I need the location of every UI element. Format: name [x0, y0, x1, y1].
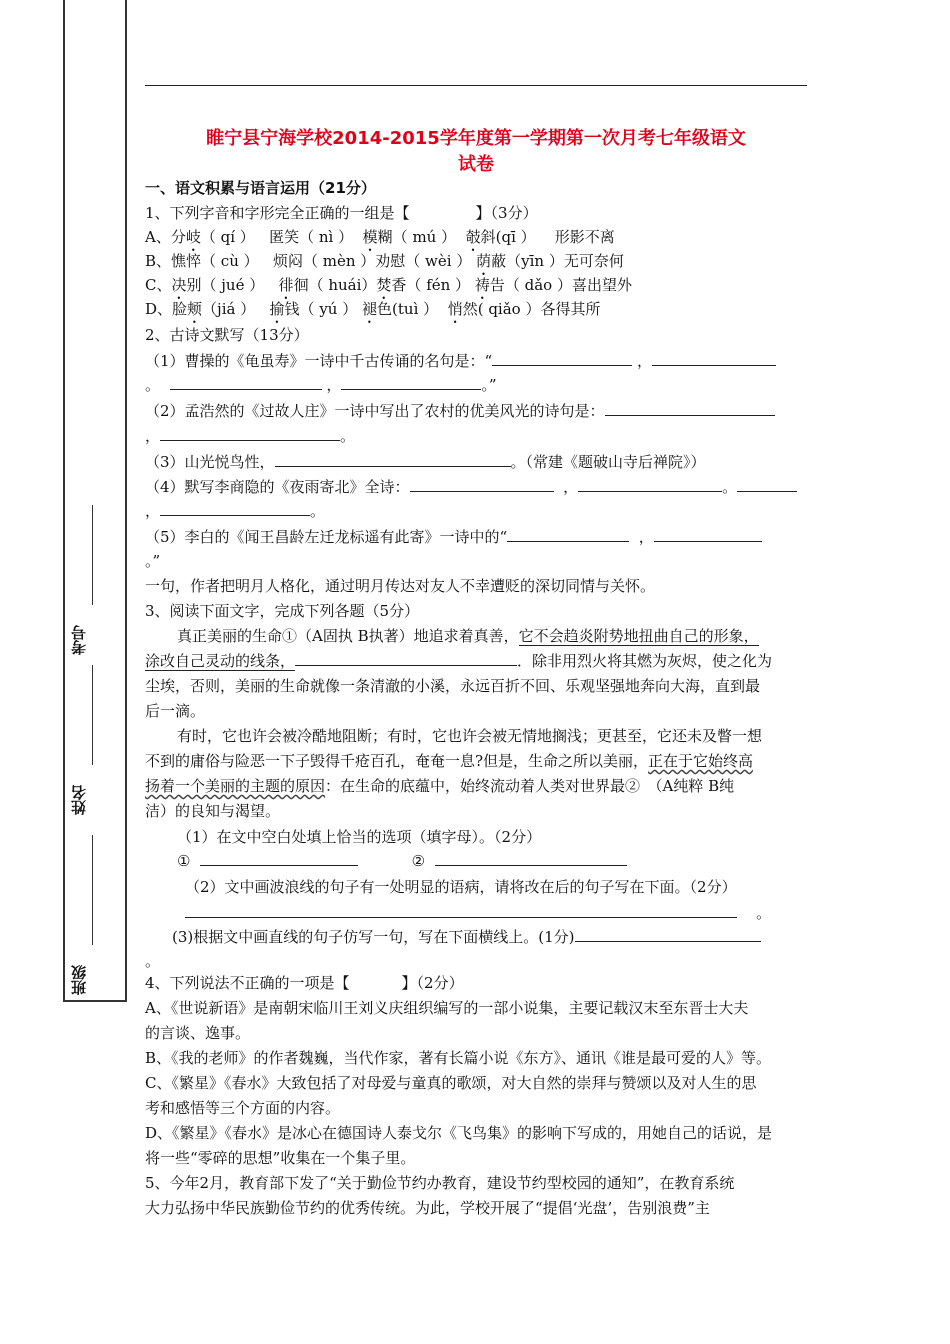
question-5-line: 大力弘扬中华民族勤俭节约的优秀传统。为此，学校开展了“提倡‘光盘’，告别浪费”主: [145, 1199, 710, 1217]
option-4b: B、《我的老师》的作者魏巍，当代作家，著有长篇小说《东方》、通讯《谁是最可爱的人》等。: [145, 1049, 772, 1067]
answer-blank[interactable]: [200, 851, 358, 866]
option-4d-cont: 将一些“零碎的思想”收集在一个集子里。: [145, 1149, 416, 1167]
class-label: 班级: [70, 965, 88, 995]
passage-line: 洁）的良知与渴望。: [145, 802, 281, 820]
sub-question-1-answers: ① ②: [177, 850, 627, 872]
question-2-2: （2）孟浩然的《过故人庄》一诗中写出了农村的优美风光的诗句是：: [145, 400, 775, 422]
answer-blank[interactable]: [160, 501, 310, 516]
option-4d: D、《繁星》《春水》是冰心在德国诗人泰戈尔《飞鸟集》的影响下写成的，用她自己的话说，是: [145, 1124, 773, 1142]
question-2-2-cont: ， 。: [145, 427, 356, 445]
answer-blank[interactable]: [435, 851, 627, 866]
answer-blank[interactable]: [185, 903, 737, 918]
sub-question-1: （1）在文中空白处填上恰当的选项（填字母）。（2分）: [177, 828, 542, 846]
question-3-stem: 3、阅读下面文字，完成下列各题（5分）: [145, 602, 420, 620]
answer-blank[interactable]: [507, 527, 629, 542]
passage-line: 不到的庸俗与险恶一下子毁得千疮百孔，奄奄一息?但是，生命之所以美丽，正在于它始终高: [145, 752, 754, 770]
name-label: 姓名: [70, 785, 88, 815]
question-1-stem: 1、下列字音和字形完全正确的一组是【 】（3分）: [145, 204, 538, 222]
answer-blank[interactable]: [654, 527, 762, 542]
passage-line: 真正美丽的生命①（A固执 B执著）地追求着真善，它不会趋炎附势地扭曲自己的形象，: [177, 627, 759, 645]
question-2-5-cont: 。”: [145, 552, 161, 570]
name-blank: [92, 665, 93, 765]
option-1b: B、憔悴（ cù ） 烦闷（ mèn ）劝慰（ wèi ） 荫蔽（yīn ）无可奈何: [145, 252, 624, 270]
option-4a: A、《世说新语》是南朝宋临川王刘义庆组织编写的一部小说集，主要记载汉末至东晋士大夫: [145, 999, 749, 1017]
question-5-line: 5、今年2月，教育部下发了“关于勤俭节约办教育，建设节约型校园的通知”，在教育系统: [145, 1174, 735, 1192]
option-1c: C、决别（ jué ） 徘徊（ huái）焚香（ fén ） 祷告（ dǎo ）喜出望外: [145, 276, 632, 294]
passage-line: 扬着一个美丽的主题的原因：在生命的底蕴中，始终流动着人类对世界最② （A纯粹 B纯: [145, 777, 735, 795]
question-4-stem: 4、下列说法不正确的一项是【 】（2分）: [145, 974, 464, 992]
question-2-stem: 2、古诗文默写（13分）: [145, 326, 309, 344]
option-4a-cont: 的言谈、逸事。: [145, 1024, 251, 1042]
class-blank: [92, 835, 93, 945]
answer-blank[interactable]: [170, 375, 322, 390]
binding-margin: [63, 0, 127, 1002]
option-1a: A、分岐（ qí ） 匿笑（ nì ） 模糊（ mú ） 攲斜(qī ） 形影不离: [145, 228, 615, 246]
question-2-5: （5）李白的《闻王昌龄左迁龙标遥有此寄》一诗中的“ ，: [145, 526, 762, 548]
question-2-1-cont: 。 ， 。”: [145, 376, 497, 394]
section-heading: 一、语文积累与语言运用（21分）: [145, 179, 376, 197]
passage-line: 尘埃，否则，美丽的生命就像一条清澈的小溪，永远百折不回、乐观坚强地奔向大海，直到最: [145, 677, 761, 695]
question-2-5-note: 一句，作者把明月人格化，通过明月传达对友人不幸遭贬的深切同情与关怀。: [145, 577, 656, 595]
passage-blank[interactable]: [295, 651, 517, 666]
answer-blank[interactable]: [410, 477, 554, 492]
sub-question-2-answer: 。: [185, 902, 771, 924]
answer-blank[interactable]: [578, 477, 722, 492]
passage-line: 后一滴。: [145, 702, 206, 720]
exam-title-line2: 试卷: [458, 154, 494, 175]
passage-line: 有时，它也许会被冷酷地阻断；有时，它也许会被无情地搁浅；更甚至，它还未及瞥一想: [177, 727, 763, 745]
answer-blank[interactable]: [737, 477, 797, 492]
exam-number-blank: [92, 505, 93, 605]
answer-blank[interactable]: [275, 452, 511, 467]
sub-question-3-end: 。: [145, 952, 161, 970]
question-2-4-cont: ， 。: [145, 502, 326, 520]
answer-blank[interactable]: [575, 927, 761, 942]
sub-question-2: （2）文中画波浪线的句子有一处明显的语病，请将改在后的句子写在下面。（2分）: [185, 878, 737, 896]
answer-blank[interactable]: [341, 375, 481, 390]
exam-title: 睢宁县宁海学校2014-2015学年度第一学期第一次月考七年级语文: [206, 128, 746, 149]
question-2-3: （3）山光悦鸟性， 。（常建《题破山寺后禅院》）: [145, 453, 706, 471]
answer-blank[interactable]: [652, 351, 776, 366]
passage-line: 涂改自己灵动的线条， ．除非用烈火将其燃为灰烬，使之化为: [145, 652, 773, 670]
question-2-4: （4）默写李商隐的《夜雨寄北》全诗： ， 。: [145, 476, 797, 498]
sub-question-3: (3)根据文中画直线的句子仿写一句，写在下面横线上。(1分): [172, 926, 761, 948]
answer-blank[interactable]: [605, 401, 775, 416]
option-4c-cont: 考和感悟等三个方面的内容。: [145, 1099, 341, 1117]
option-1d: D、脸颊（jiá ） 揄钱（ yú ） 褪色(tuì ） 悄然( qiǎo ）各得其所: [145, 300, 601, 318]
answer-blank[interactable]: [160, 426, 340, 441]
header-rule: [145, 85, 807, 86]
answer-blank[interactable]: [492, 351, 632, 366]
option-4c: C、《繁星》《春水》大致包括了对母爱与童真的歌颂，对大自然的崇拜与赞颂以及对人生的思: [145, 1074, 757, 1092]
exam-number-label: 考号: [70, 625, 88, 655]
question-2-1: （1）曹操的《龟虽寿》一诗中千古传诵的名句是：“ ，: [145, 350, 776, 372]
